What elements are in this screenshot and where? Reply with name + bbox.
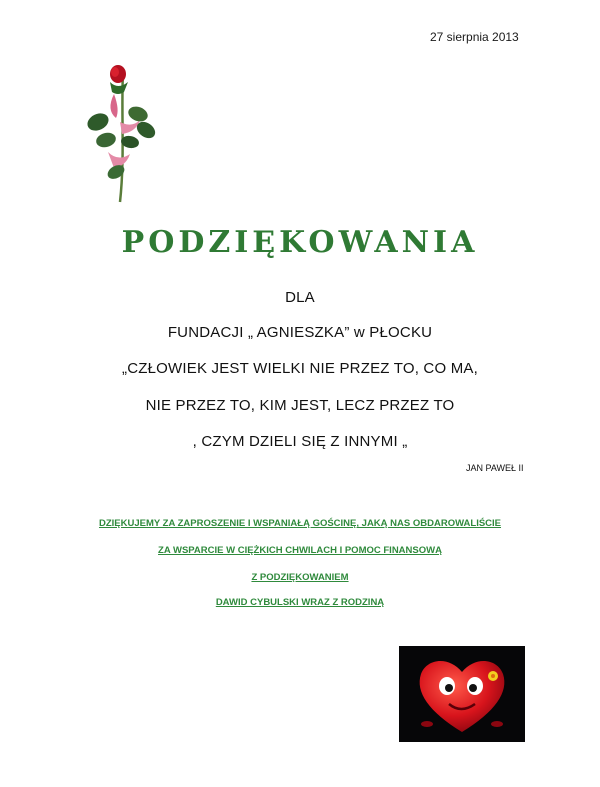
thanks-line-1: DZIĘKUJEMY ZA ZAPROSZENIE I WSPANIAŁĄ GOŚCINĘ, JAKĄ NAS OBDAROWALIŚCIE (98, 518, 502, 529)
quote-line-1: „CZŁOWIEK JEST WIELKI NIE PRZEZ TO, CO MA, (122, 360, 478, 377)
heart-character-icon (399, 646, 525, 742)
heart-photo (399, 646, 525, 742)
dedication-line: DLA (285, 289, 315, 306)
thanks-line-3: Z PODZIĘKOWANIEM (251, 572, 349, 583)
quote-line-2: NIE PRZEZ TO, KIM JEST, LECZ PRZEZ TO (145, 397, 455, 414)
letter-date: 27 sierpnia 2013 (430, 30, 519, 44)
quote-line-3: , CZYM DZIELI SIĘ Z INNYMI „ (192, 433, 408, 450)
thanks-line-2: ZA WSPARCIE W CIĘŻKICH CHWILACH I POMOC FINANSOWĄ (158, 545, 442, 556)
page-title: PODZIĘKOWANIA (121, 225, 479, 260)
signature-line: DAWID CYBULSKI WRAZ Z RODZINĄ (215, 597, 385, 608)
rose-icon (80, 62, 165, 212)
quote-author: JAN PAWEŁ II (466, 463, 524, 473)
recipient-line: FUNDACJI „ AGNIESZKA” w PŁOCKU (167, 324, 433, 341)
